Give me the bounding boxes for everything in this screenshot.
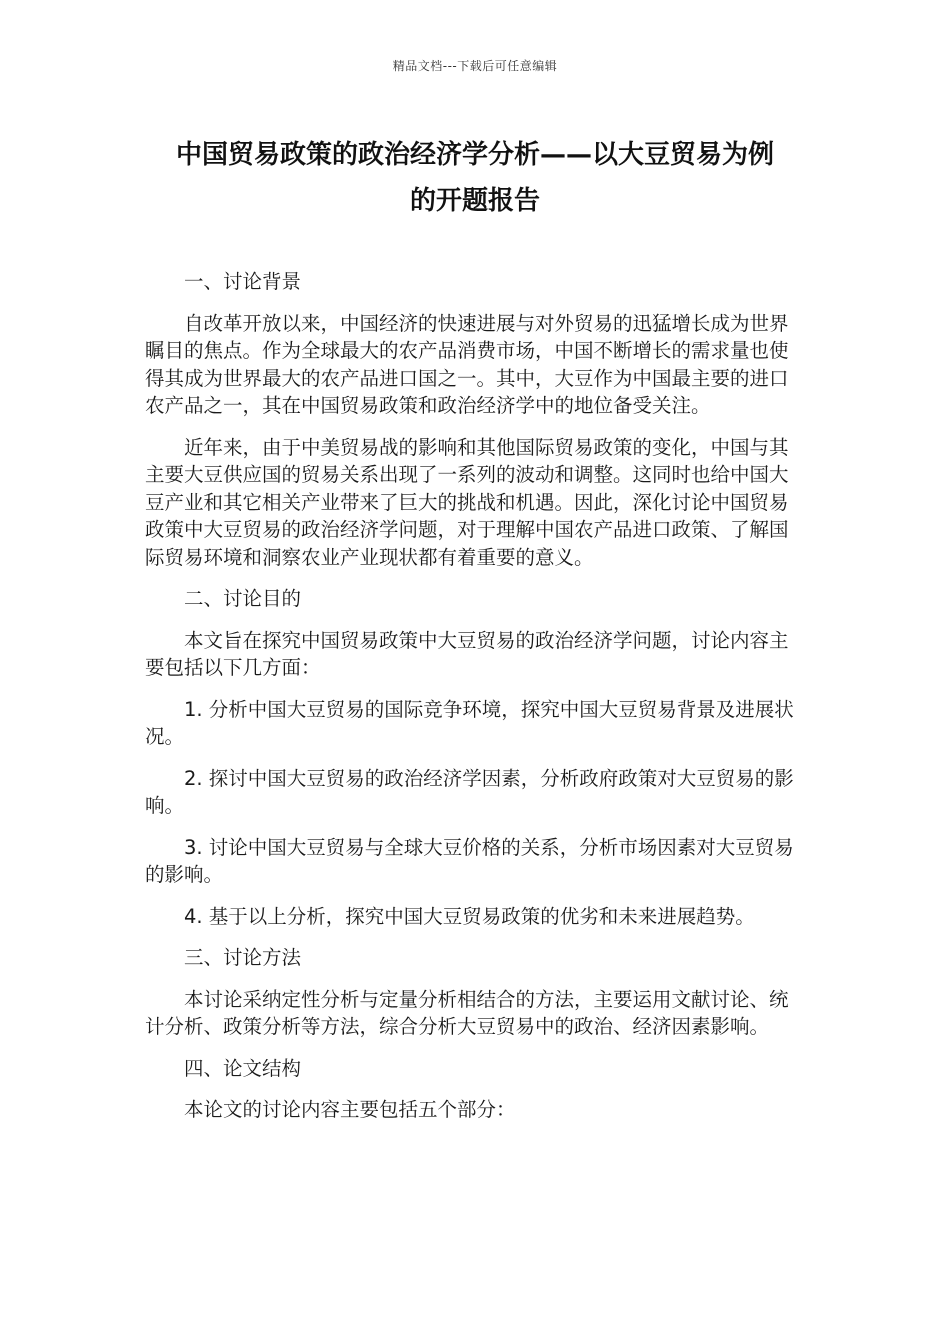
paragraph: 本讨论采纳定性分析与定量分析相结合的方法，主要运用文献讨论、统计分析、政策分析等方法，综合分析大豆贸易中的政治、经济因素影响。 — [145, 987, 789, 1038]
list-item: 2. 探讨中国大豆贸易的政治经济学因素，分析政府政策对大豆贸易的影响。 — [145, 766, 794, 817]
title-line-1: 中国贸易政策的政治经济学分析——以大豆贸易为例 — [175, 140, 774, 170]
title-line-2: 的开题报告 — [409, 186, 540, 216]
section-heading-purpose: 二、讨论目的 — [184, 587, 302, 610]
section-heading-method: 三、讨论方法 — [184, 946, 302, 969]
list-item: 4. 基于以上分析，探究中国大豆贸易政策的优劣和未来进展趋势。 — [184, 904, 755, 928]
list-item: 3. 讨论中国大豆贸易与全球大豆价格的关系，分析市场因素对大豆贸易的影响。 — [145, 835, 794, 886]
document-title — [140, 132, 810, 224]
paragraph: 本论文的讨论内容主要包括五个部分： — [184, 1098, 516, 1121]
paragraph: 近年来，由于中美贸易战的影响和其他国际贸易政策的变化，中国与其主要大豆供应国的贸易关系出现了一系列的波动和调整。这同时也给中国大豆产业和其它相关产业带来了巨大的挑战和机遇。因此，深化讨论中国贸易政策中大豆贸易的政治经济学问题，对于理解中国农产品进口政策、了解国际贸易环境和洞察农业产业现状都有着重要的意义。 — [145, 435, 789, 569]
paragraph: 本文旨在探究中国贸易政策中大豆贸易的政治经济学问题，讨论内容主要包括以下几方面： — [145, 628, 789, 679]
section-heading-background: 一、讨论背景 — [184, 270, 302, 293]
header-note: 精品文档---下载后可任意编辑 — [392, 59, 558, 73]
paragraph: 自改革开放以来，中国经济的快速进展与对外贸易的迅猛增长成为世界瞩目的焦点。作为全球最大的农产品消费市场，中国不断增长的需求量也使得其成为世界最大的农产品进口国之一。其中，大豆作为中国最主要的进口农产品之一，其在中国贸易政策和政治经济学中的地位备受关注。 — [145, 311, 789, 417]
document-body — [145, 268, 805, 1138]
list-item: 1. 分析中国大豆贸易的国际竞争环境，探究中国大豆贸易背景及进展状况。 — [145, 697, 794, 748]
section-heading-structure: 四、论文结构 — [184, 1056, 302, 1080]
